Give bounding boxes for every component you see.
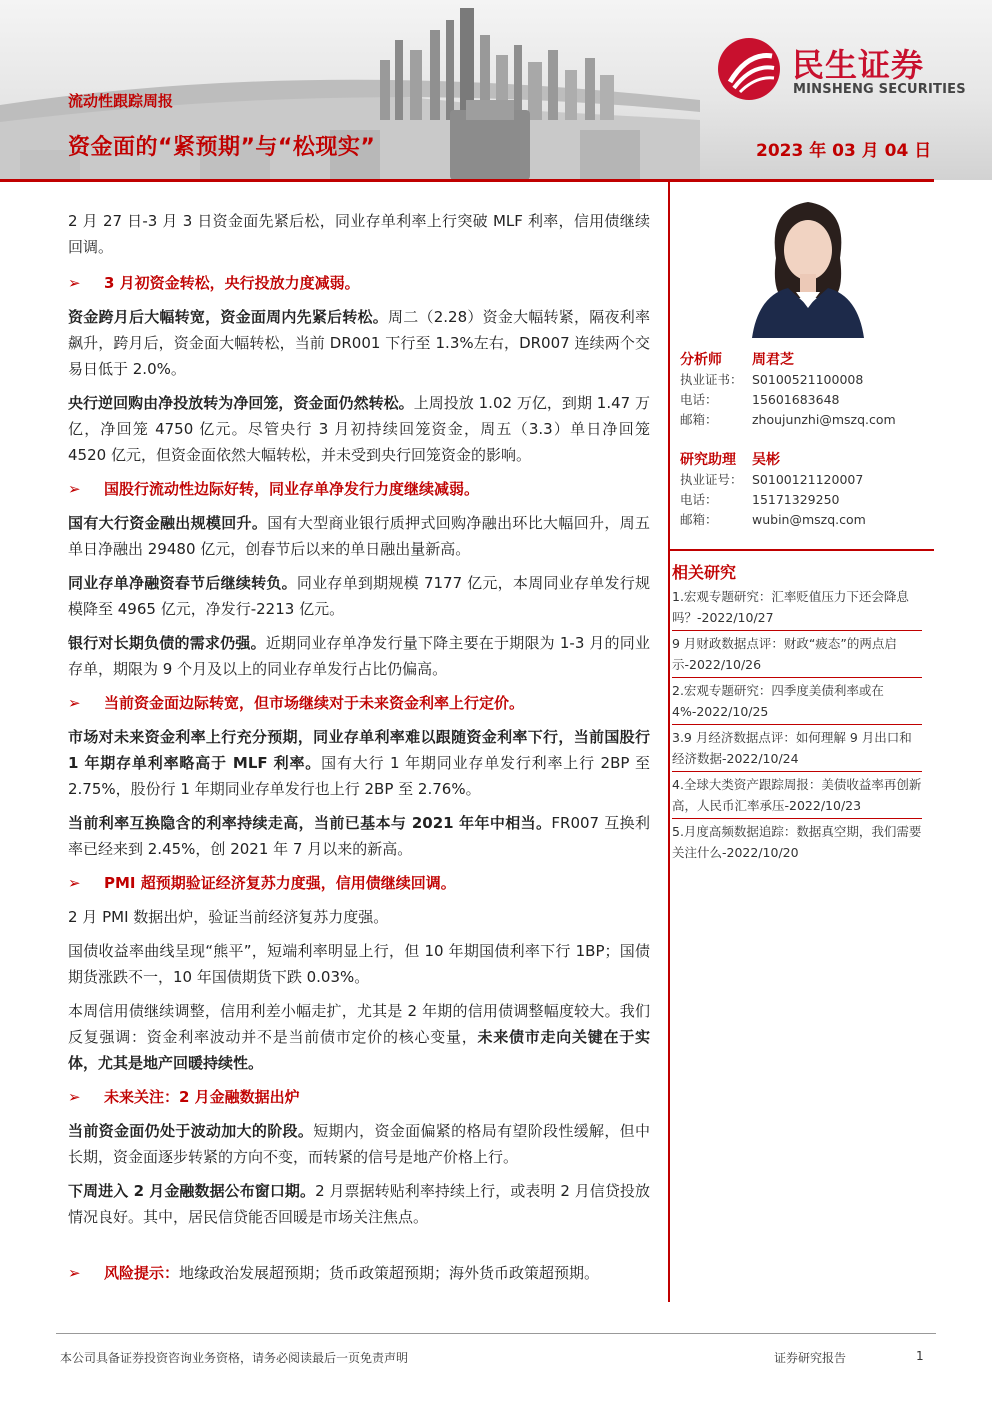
paragraph: 2 月 PMI 数据出炉，验证当前经济复苏力度强。 bbox=[68, 908, 389, 926]
paragraph: 本周信用债继续调整，信用利差小幅走扩，尤其是 2 年期的信用债调整幅度较大。我们反复强调：资金利率波动并不是当前债市定价的核心变量，未来债市走向关键在于实体，尤其是地产回暖持续性。 bbox=[68, 1002, 650, 1072]
paragraph: 国有大行资金融出规模回升。国有大型商业银行质押式回购净融出环比大幅回升，周五单日净融出 29480 亿元，创春节后以来的单日融出量新高。 bbox=[68, 514, 650, 558]
company-logo bbox=[718, 38, 968, 104]
report-date: 2023 年 03 月 04 日 bbox=[756, 141, 932, 161]
footer-report-type: 证券研究报告 bbox=[774, 1351, 847, 1365]
analyst-email[interactable]: zhoujunzhi@mszq.com bbox=[752, 412, 896, 427]
related-research-item[interactable]: 4.全球大类资产跟踪周报：美债收益率再创新高，人民币汇率承压-2022/10/23 bbox=[672, 772, 922, 819]
report-title: 资金面的“紧预期”与“松现实” bbox=[68, 135, 376, 160]
sidebar-divider bbox=[670, 549, 934, 551]
paragraph: 市场对未来资金利率上行充分预期，同业存单利率难以跟随资金利率下行，当前国股行 1 年期存单利率略高于 MLF 利率。国有大行 1 年期同业存单发行利率上行 2BP 至 2.75%，股份行 1 年期同业存单发行也上行 2BP 至 2.76%。 bbox=[68, 728, 650, 798]
paragraph: 当前资金面仍处于波动加大的阶段。短期内，资金面偏紧的格局有望阶段性缓解，但中长期，资金面逐步转紧的方向不变，而转紧的信号是地产价格上行。 bbox=[68, 1122, 650, 1166]
bullet-arrow-icon: ➢ bbox=[68, 1264, 81, 1282]
logo-en-text: MINSHENG SECURITIES bbox=[793, 82, 966, 97]
main-body bbox=[68, 208, 650, 1294]
logo-emblem-icon bbox=[718, 38, 780, 100]
related-research-item[interactable]: 3.9 月经济数据点评：如何理解 9 月出口和经济数据-2022/10/24 bbox=[672, 725, 922, 772]
assistant-email[interactable]: wubin@mszq.com bbox=[752, 512, 866, 527]
related-research-item[interactable]: 1.宏观专题研究：汇率贬值压力下还会降息吗？-2022/10/27 bbox=[672, 584, 922, 631]
bullet-arrow-icon: ➢ bbox=[68, 274, 81, 292]
analyst-card: 分析师 周君芝 执业证书： S0100521100008 电话： 15601683648 邮箱： zhoujunzhi@mszq.com bbox=[680, 352, 896, 427]
intro-paragraph: 2 月 27 日-3 月 3 日资金面先紧后松，同业存单利率上行突破 MLF 利率，信用债继续回调。 bbox=[68, 212, 650, 256]
bullet-arrow-icon: ➢ bbox=[68, 874, 81, 892]
section-heading: ➢ 未来关注：2 月金融数据出炉 bbox=[68, 1084, 650, 1110]
analyst-name: 周君芝 bbox=[752, 352, 794, 368]
assistant-cert: S0100121120007 bbox=[752, 472, 864, 487]
paragraph: 国债收益率曲线呈现“熊平”，短端利率明显上行，但 10 年期国债利率下行 1BP；国债期货涨跌不一，10 年国债期货下跌 0.03%。 bbox=[68, 942, 650, 986]
bullet-arrow-icon: ➢ bbox=[68, 1088, 81, 1106]
related-research-list bbox=[672, 584, 922, 865]
paragraph: 下周进入 2 月金融数据公布窗口期。2 月票据转贴利率持续上行，或表明 2 月信贷投放情况良好。其中，居民信贷能否回暖是市场关注焦点。 bbox=[68, 1182, 650, 1226]
analyst-cert: S0100521100008 bbox=[752, 372, 864, 387]
footer-disclaimer: 本公司具备证券投资咨询业务资格，请务必阅读最后一页免责声明 bbox=[60, 1351, 409, 1365]
assistant-phone: 15171329250 bbox=[752, 492, 840, 507]
analyst-photo bbox=[748, 188, 868, 338]
related-research-item[interactable]: 5.月度高频数据追踪：数据真空期，我们需要关注什么-2022/10/20 bbox=[672, 824, 922, 860]
section-heading: ➢ 3 月初资金转松，央行投放力度减弱。 bbox=[68, 270, 650, 296]
related-research-item[interactable]: 2.宏观专题研究：四季度美债利率或在 4%-2022/10/25 bbox=[672, 678, 922, 725]
section-heading: ➢ 当前资金面边际转宽，但市场继续对于未来资金利率上行定价。 bbox=[68, 690, 650, 716]
analyst-role: 分析师 bbox=[680, 352, 722, 368]
risk-warning: ➢ 风险提示：地缘政治发展超预期；货币政策超预期；海外货币政策超预期。 bbox=[68, 1260, 650, 1286]
analyst-phone: 15601683648 bbox=[752, 392, 840, 407]
assistant-card: 研究助理 吴彬 执业证号： S0100121120007 电话： 15171329250 邮箱： wubin@mszq.com bbox=[680, 452, 866, 527]
paragraph: 同业存单净融资春节后继续转负。同业存单到期规模 7177 亿元，本周同业存单发行规模降至 4965 亿元，净发行-2213 亿元。 bbox=[68, 574, 650, 618]
bullet-arrow-icon: ➢ bbox=[68, 480, 81, 498]
footer-divider bbox=[56, 1333, 936, 1334]
related-research-item[interactable]: 9 月财政数据点评：财政“疲态”的两点启示-2022/10/26 bbox=[672, 631, 922, 678]
paragraph: 当前利率互换隐含的利率持续走高，当前已基本与 2021 年年中相当。FR007 互换利率已经来到 2.45%，创 2021 年 7 月以来的新高。 bbox=[68, 814, 650, 858]
column-divider bbox=[668, 182, 670, 1302]
assistant-role: 研究助理 bbox=[680, 452, 736, 468]
header-divider bbox=[0, 179, 934, 182]
section-heading: ➢ PMI 超预期验证经济复苏力度强，信用债继续回调。 bbox=[68, 870, 650, 896]
logo-cn-text: 民生证券 bbox=[792, 46, 925, 84]
paragraph: 资金跨月后大幅转宽，资金面周内先紧后转松。周二（2.28）资金大幅转紧，隔夜利率飙升，跨月后，资金面大幅转松，当前 DR001 下行至 1.3%左右，DR007 连续两个交易日低于 2.0%。 bbox=[68, 308, 650, 378]
bullet-arrow-icon: ➢ bbox=[68, 694, 81, 712]
paragraph: 银行对长期负债的需求仍强。近期同业存单净发行量下降主要在于期限为 1-3 月的同业存单，期限为 9 个月及以上的同业存单发行占比仍偏高。 bbox=[68, 634, 650, 678]
assistant-name: 吴彬 bbox=[752, 452, 780, 468]
paragraph: 央行逆回购由净投放转为净回笼，资金面仍然转松。上周投放 1.02 万亿，到期 1.47 万亿，净回笼 4750 亿元。尽管央行 3 月初持续回笼资金，周五（3.3）单日净回笼 4520 亿元，但资金面依然大幅转松，并未受到央行回笼资金的影响。 bbox=[68, 394, 650, 464]
related-research-title: 相关研究 bbox=[672, 563, 737, 582]
section-heading: ➢ 国股行流动性边际好转，同业存单净发行力度继续减弱。 bbox=[68, 476, 650, 502]
report-series: 流动性跟踪周报 bbox=[68, 92, 174, 110]
page-number: 1 bbox=[916, 1349, 924, 1363]
